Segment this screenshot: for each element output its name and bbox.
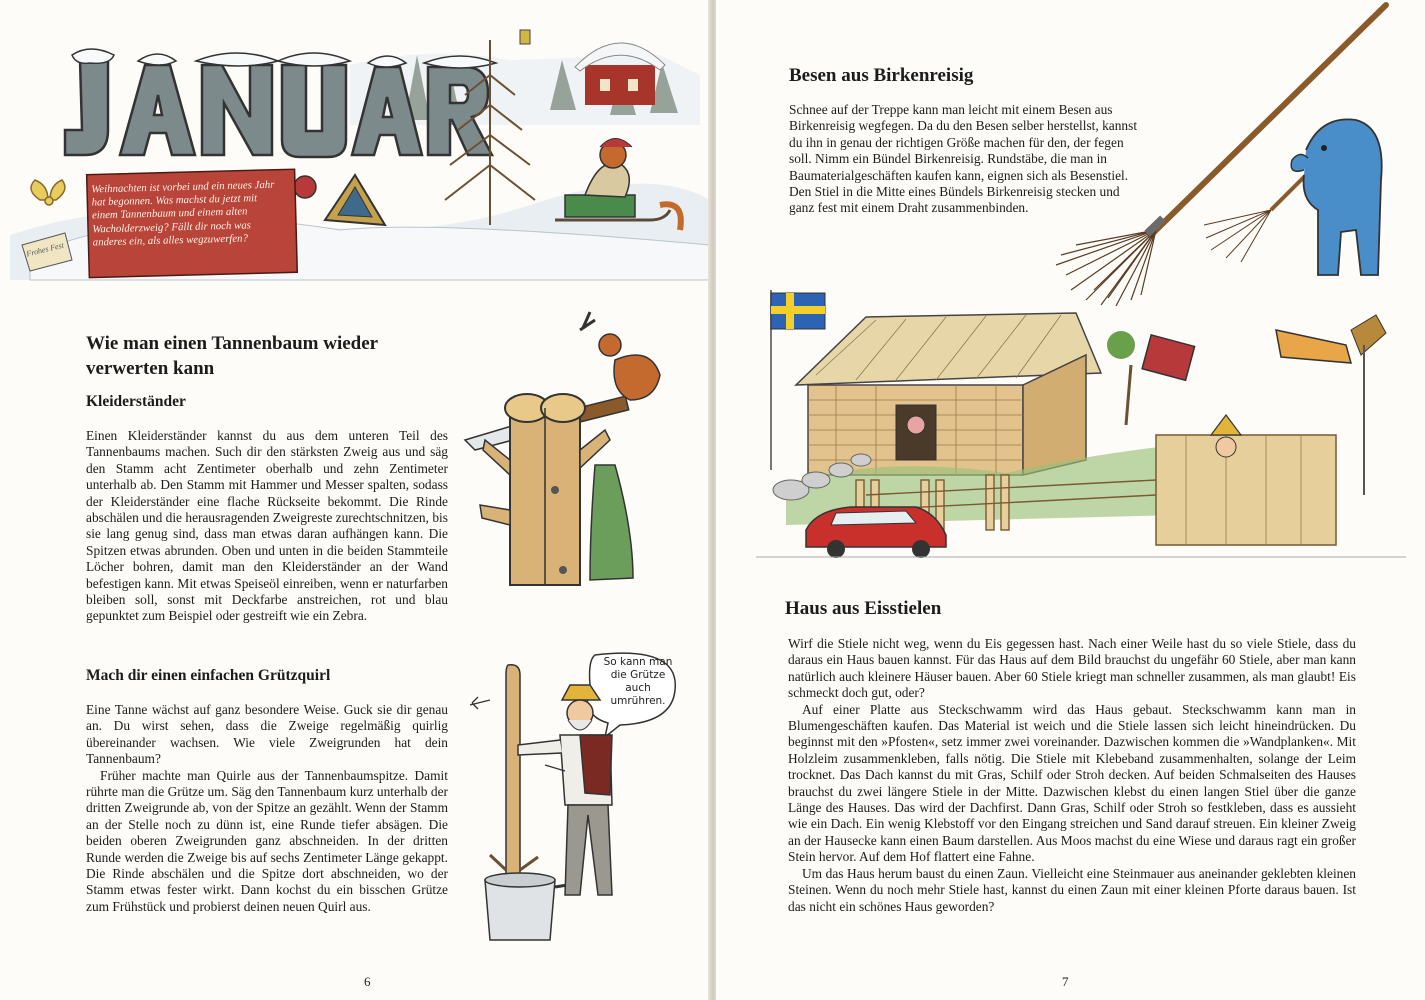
banner-caption: Weihnachten ist vorbei und ein neues Jahr hat begonnen. Was machst du jetzt mit einem Tannenbaum und einem alten Wacholderzweig? Fällt dir noch was anderes ein, als alles wegzuwerfen? bbox=[91, 178, 275, 249]
left-page bbox=[0, 0, 710, 1000]
gruetzquirl-title: Mach dir einen einfachen Grützquirl bbox=[86, 667, 331, 684]
toy-car bbox=[806, 507, 946, 558]
besen-paragraph: Schnee auf der Treppe kann man leicht mit einem Besen aus Birkenreisig wegfegen. Da du den Besen selber herstellst, kannst du ihn in genau der richtigen Größe machen für den, der fegen soll. Nimm ein Bündel Birkenreisig. Rundstäbe, die man in Baumaterialgeschäften kaufen kann, eignen sich als Besenstiel. Den Stiel in die Mitte eines Bündels Birkenreisig stecken und ganz fest mit einem Draht zusammenbinden. bbox=[789, 102, 1138, 216]
gruetzquirl-paragraph-1: Eine Tanne wächst auf ganz besondere Weise. Guck sie dir genau an. Du wirst sehen, dass die Zweige regelmäßig quirlig übereinander wachsen. Wie viele Zweigrunden hat dein Tannenbaum? bbox=[86, 702, 448, 767]
page-number-right: 7 bbox=[1062, 974, 1069, 989]
coat-rack-illustration bbox=[455, 290, 675, 590]
right-page bbox=[716, 0, 1425, 1000]
besen-title: Besen aus Birkenreisig bbox=[789, 65, 974, 86]
eisstiele-text bbox=[788, 636, 1356, 915]
kleiderstaender-paragraph: Einen Kleiderständer kannst du aus dem unteren Teil des Tannenbaums machen. Such dir den stärksten Zweig aus und säg den Stamm acht Zentimeter oberhalb und zehn Zentimeter unterhalb ab. Den Stamm mit Hammer und Messer spalten, sodass der Kleiderständer eine flache Rückseite bekommt. Die Rinde abschälen und die herausragenden Zweigreste zurechtschnitzen, bis sie lang genug sind, dass man etwas daran aufhängen kann. Die Spitzen etwas abrunden. Oben und unten in die beiden Stammteile Löcher bohren, damit man den Kleiderständer an der Wand befestigen kann. Mit etwas Speiseöl einreiben, wenn er naturfarben bleiben soll, sonst mit Deckfarbe anstreichen, rot und blau gepunktet zum Beispiel oder gestreift wie ein Zebra. bbox=[86, 428, 448, 624]
page-number-left: 6 bbox=[364, 974, 371, 989]
stick-house-illustration bbox=[756, 285, 1406, 570]
eisstiele-paragraph-1: Wirf die Stiele nicht weg, wenn du Eis gegessen hast. Nach einer Weile hast du so viele Stiele, dass du daraus ein Haus bauen kannst. Für das Haus auf dem Bild brauchst du ungefähr 60 Stiele, aber man kann natürlich auch kleinere Häuser bauen. Aber 60 Stiele kriegt man schneller zusammen, als man glaubt! Eis schmeckt doch gut, oder? bbox=[788, 636, 1356, 701]
speech-bubble: So kann man die Grütze auch umrühren. bbox=[603, 656, 673, 707]
gruetzquirl-paragraph-2: Früher machte man Quirle aus der Tannenbaumspitze. Damit rührte man die Grütze um. Säg den Tannenbaum kurz unterhalb der dritten Zweigrunde ab, von der Spitze an gezählt. Wenn der Stamm an der Stelle noch zu dünn ist, eine Runde tiefer absägen. Die beiden oberen Zweigrunden ganz abschneiden. In der dritten Runde werden die Zweige bis auf sechs Zentimeter Länge gekappt. Die Rinde abschälen und die Spitze dort abschneiden, wo der Stamm etwas fester wirkt. Dann kochst du ein bisschen Grütze zum Frühstück und probierst deinen neuen Quirl aus. bbox=[86, 767, 448, 914]
kleiderstaender-title: Kleiderständer bbox=[86, 393, 186, 410]
eisstiele-paragraph-3: Um das Haus herum baust du einen Zaun. Vielleicht eine Steinmauer aus aneinander geklebten kleinen Steinen. Wenn du noch mehr Stiele hast, kannst du einen Zaun mit einer kleinen Pforte daraus bauen. Ist das nicht ein schönes Haus geworden? bbox=[788, 865, 1356, 914]
tag-text: Frohes Fest bbox=[25, 240, 65, 259]
kleiderstaender-text bbox=[86, 428, 448, 625]
eisstiele-paragraph-2: Auf einer Platte aus Steckschwamm wird das Haus gebaut. Steckschwamm kann man in Blumengeschäften kaufen. Das Material ist weich und die Stiele lassen sich leicht hineindrücken. Du beginnst mit den »Pfosten«, setz immer zwei voreinander. Dazwischen kommen die »Wandplanken«. Mit Holzleim zusammenkleben, falls nötig. Die Stiele mit Klebeband zusammenhalten, solange der Leim trocknet. Das Dach kannst du mit Gras, Schilf oder Stroh decken. Auf beiden Schmalseiten des Hauses brauchst du zwei längere Stiele in der Mitte. Dazwischen klebst du einen langen Stiel über die ganze Länge des Hauses. Das wird der Dachfirst. Dann Gras, Schilf oder Stroh so festkleben, dass es aussieht wie ein Dach. Ein wenig Klebstoff vor den Eingang streichen und Sand darauf streuen. Ein kleiner Zweig an der Hausecke kann einen Baum darstellen. Aus Moos machst du eine Wiese und daraus ragt ein großer Stein hervor. Auf dem Hof flattert eine Fahne. bbox=[788, 701, 1356, 865]
section-title: Wie man einen Tannenbaum wieder verwerten kann bbox=[86, 333, 378, 379]
gruetzquirl-text bbox=[86, 702, 448, 915]
brooms-illustration bbox=[1056, 0, 1396, 310]
eisstiele-title: Haus aus Eisstielen bbox=[785, 598, 942, 619]
